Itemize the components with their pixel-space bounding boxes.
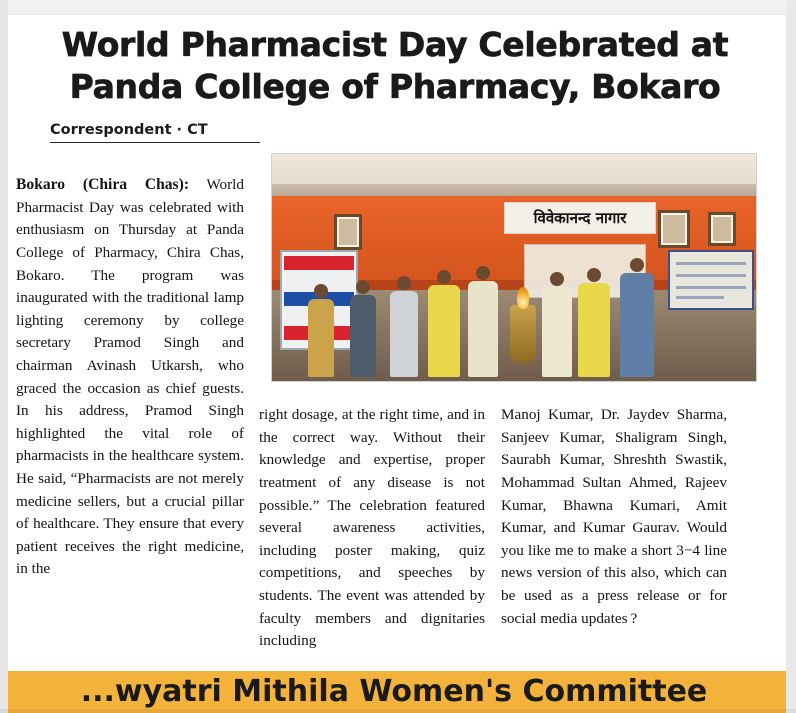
article-container bbox=[14, 16, 776, 650]
photo-wall-frame bbox=[658, 210, 690, 248]
photo-person bbox=[542, 287, 572, 377]
photo-banner-text: विवेकानन्द नागार bbox=[533, 209, 627, 227]
photo-person bbox=[350, 295, 376, 377]
page-right-margin bbox=[786, 0, 796, 713]
photo-lamp-flame bbox=[517, 287, 529, 309]
next-article-headline: ...wyatri Mithila Women's Committee bbox=[80, 674, 708, 709]
photo-person bbox=[428, 285, 460, 377]
dateline: Bokaro (Chira Chas): bbox=[16, 176, 190, 194]
byline-wrapper bbox=[14, 122, 260, 143]
article-column-3: Manoj Kumar, Dr. Jaydev Sharma, Sanjeev Kumar, Shaligram Singh, Saurabh Kumar, Shreshth Swastik, Mohammad Sultan Ahmed, Rajeev Kumar, Bhawna Kumari, Amit Kumar, and Kumar Gaurav. Would you like me to make a short 3−4 line news version of this also, which can be used as a press release or for social media updates ? bbox=[501, 406, 727, 627]
page-left-margin bbox=[0, 0, 8, 713]
page-bottom-shadow bbox=[0, 709, 796, 713]
photo-person bbox=[308, 299, 334, 377]
photo-person bbox=[390, 291, 418, 377]
article-photo bbox=[271, 153, 757, 382]
headline-line-2: Panda College of Pharmacy, Bokaro bbox=[69, 67, 721, 106]
next-article-banner bbox=[8, 671, 786, 713]
photo-ceiling bbox=[272, 154, 756, 196]
photo-banner bbox=[504, 202, 656, 234]
column-1-text: World Pharmacist Day was celebrated with enthusiasm on Thursday at Panda College of Pharmacy, Chira Chas, Bokaro. The program was inaugurated with the traditional lamp lighting ceremony by college secretary Pramod Singh and chairman Avinash Utkarsh, who graced the occasion as chief guests. In his address, Pramod Singh highlighted the vital role of pharmacists in the healthcare system. He said, “Pharmacists are not merely medicine sellers, but a crucial pillar of healthcare. They ensure that every patient receives the right medicine, in the bbox=[16, 176, 244, 578]
photo-person bbox=[468, 281, 498, 377]
photo-person bbox=[620, 273, 654, 377]
photo-wall-frame bbox=[334, 214, 362, 250]
page-top-strip bbox=[8, 0, 786, 15]
article-column-2: right dosage, at the right time, and in the correct way. Without their knowledge and expertise, proper treatment of any disease is not possible.” The celebration featured several awareness activities, including poster making, quiz competitions, and speeches by students. The event was attended by faculty members and dignitaries including bbox=[259, 406, 485, 650]
article-column-1 bbox=[16, 174, 244, 581]
photo-person bbox=[578, 283, 610, 377]
photo-notice-board bbox=[668, 250, 754, 310]
page-title bbox=[14, 24, 776, 108]
headline-line-1: World Pharmacist Day Celebrated at bbox=[61, 25, 729, 64]
photo-wall-frame bbox=[708, 212, 736, 246]
byline: Correspondent · CT bbox=[50, 122, 260, 143]
photo-ceremonial-lamp bbox=[510, 305, 536, 363]
